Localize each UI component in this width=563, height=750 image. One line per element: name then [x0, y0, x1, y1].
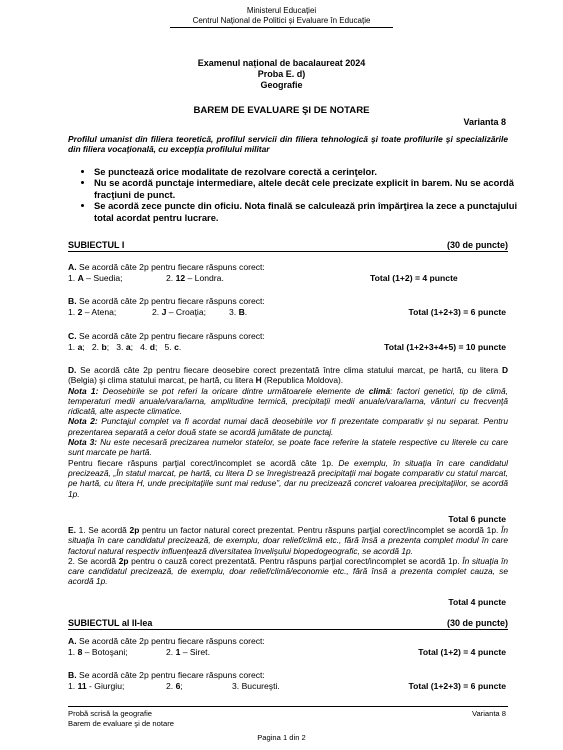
item-1a-answer-2: 2. 12 – Londra.: [166, 273, 224, 283]
section-subiect-2: [68, 618, 508, 630]
item-1d-intro: D. Se acordă câte 2p pentru fiecare deosebire corect prezentată între clima statului marcat, pe hartă, cu litera D (Belgia) şi clima statului marcat, pe hartă, cu litera H (Republica Moldova).: [68, 365, 508, 386]
item-1d-nota-1: Nota 1: Deosebirile se pot referi la oricare dintre următoarele elemente de climă: factori genetici, tip de climă, temperaturi medii anuale/vara/iarna, amplitudine termică, precipitaţii medii anuale/vara/iarna, vânturi cu frecvenţă ridicată, alte aspecte climatice.: [68, 385, 508, 417]
exam-proba: Proba E. d): [257, 69, 306, 79]
item-2a-intro: A. Se acordă câte 2p pentru fiecare răspuns corect:: [68, 636, 265, 646]
item-2b-total: Total (1+2+3) = 6 puncte: [408, 681, 506, 691]
item-2b-answer-3: 3. Bucureşti.: [232, 681, 280, 691]
section-subiect-1: [68, 240, 508, 252]
item-1c-answers: 1. a; 2. b; 3. a; 4. d; 5. c.: [68, 342, 182, 352]
item-2a-total: Total (1+2) = 4 puncte: [418, 647, 506, 657]
rule-item: • Se punctează orice modalitate de rezolvare corectă a cerinţelor.: [94, 166, 534, 177]
item-1e-block: [68, 525, 508, 587]
item-1d-nota-2: Nota 2: Punctajul complet va fi acordat numai dacă deosebirile vor fi prezentate comparativ şi nu separat. Pentru prezentarea separată a celor două state se acordă jumătate de punctaj.: [68, 416, 508, 437]
rule-item: • Se acordă zece puncte din oficiu. Nota finală se calculează prin împărţirea la zece a punctajului total acordat pentru lucrare.: [94, 200, 534, 223]
item-1d-total: Total 6 puncte: [448, 514, 506, 524]
item-1d-nota-3: Nota 3: Nu este necesară precizarea numelor statelor, se poate face referire la statele respective cu literele cu care sunt marcate pe hartă.: [68, 437, 508, 458]
header-divider: [170, 27, 393, 28]
item-2b-answer-1: 1. 11 - Giurgiu;: [68, 681, 125, 691]
item-2b-intro: B. Se acordă câte 2p pentru fiecare răspuns corect:: [68, 670, 265, 680]
footer-variant: Varianta 8: [471, 709, 506, 718]
section-points: (30 de puncte): [446, 240, 508, 250]
ministry-name: Ministerul Educației: [246, 6, 317, 15]
item-1b-answer-2: 2. J – Croaţia;: [152, 307, 206, 317]
item-1e-part-2: 2. Se acordă 2p pentru o cauză corect prezentată. Pentru răspuns parţial corect/incomplet se acordă 1p. În situaţia în care candidatul precizează, de exemplu, doar relief/climă/economie etc., fără însă a prezenta complet cauza, se acordă 1p.: [68, 555, 508, 587]
rule-item: • Nu se acordă punctaje intermediare, altele decât cele precizate explicit în barem. Nu se acordă fracţiuni de punct.: [94, 177, 534, 200]
item-1d-block: [68, 365, 508, 499]
exam-subject: Geografie: [260, 80, 303, 90]
footer-barem: Barem de evaluare şi de notare: [68, 719, 174, 728]
general-rules: [68, 166, 534, 223]
section-title: SUBIECTUL I: [68, 240, 125, 250]
item-1c-intro: C. Se acordă câte 2p pentru fiecare răspuns corect:: [68, 331, 265, 341]
footer-divider: [68, 706, 508, 707]
section-title: SUBIECTUL al II-lea: [68, 618, 153, 628]
footer-exam: Probă scrisă la geografie: [68, 709, 152, 718]
item-1b-intro: B. Se acordă câte 2p pentru fiecare răspuns corect:: [68, 296, 265, 306]
variant-label: Varianta 8: [463, 117, 506, 127]
item-1e-total: Total 4 puncte: [448, 597, 506, 607]
profile-intro: Profilul umanist din filiera teoretică, profilul servicii din filiera tehnologică şi toate profilurile şi specializările din filiera vocaţională, cu excepţia profilului militar: [68, 134, 508, 155]
item-1b-answer-3: 3. B.: [229, 307, 248, 317]
item-1a-answer-1: 1. A – Suedia;: [68, 273, 123, 283]
barem-title: BAREM DE EVALUARE ŞI DE NOTARE: [193, 105, 370, 116]
item-2b-answer-2: 2. 6;: [166, 681, 183, 691]
exam-title: Examenul național de bacalaureat 2024: [197, 58, 366, 68]
item-1a-total: Total (1+2) = 4 puncte: [370, 273, 458, 283]
page-number: Pagina 1 din 2: [257, 733, 306, 742]
item-1b-answer-1: 1. 2 – Atena;: [68, 307, 117, 317]
item-1c-total: Total (1+2+3+4+5) = 10 puncte: [384, 342, 506, 352]
center-name: Centrul Național de Politici și Evaluare în Educație: [192, 16, 371, 25]
item-1b-total: Total (1+2+3) = 6 puncte: [408, 307, 506, 317]
section-points: (30 de puncte): [446, 618, 508, 628]
item-1e-part-1: E. 1. Se acordă 2p pentru un factor natural corect prezentat. Pentru răspuns parţial corect/incomplet se acordă 1p. În situaţia în care candidatul precizează, de exemplu, doar relief/climă etc., fără însă a prezenta complet modul în care factorul natural respectiv influenţează diversitatea învelişului biopedogeografic, se acordă 1p.: [68, 525, 508, 556]
item-2a-answer-1: 1. 8 – Botoşani;: [68, 647, 128, 657]
item-2a-answer-2: 2. 1 – Siret.: [166, 647, 210, 657]
item-1a-intro: A. Se acordă câte 2p pentru fiecare răspuns corect:: [68, 262, 265, 272]
item-1d-partial: Pentru fiecare răspuns parţial corect/incomplet se acordă câte 1p. De exemplu, în situaţia în care candidatul precizează, „În statul marcat, pe hartă, cu litera D se înregistrează precipitaţii mai bogate comparativ cu statul marcat, pe hartă, cu litera H, unde precipitaţiile sunt mai reduse”, dar nu precizează concret valoarea precipitaţiilor, se acordă 1p.: [68, 457, 508, 499]
